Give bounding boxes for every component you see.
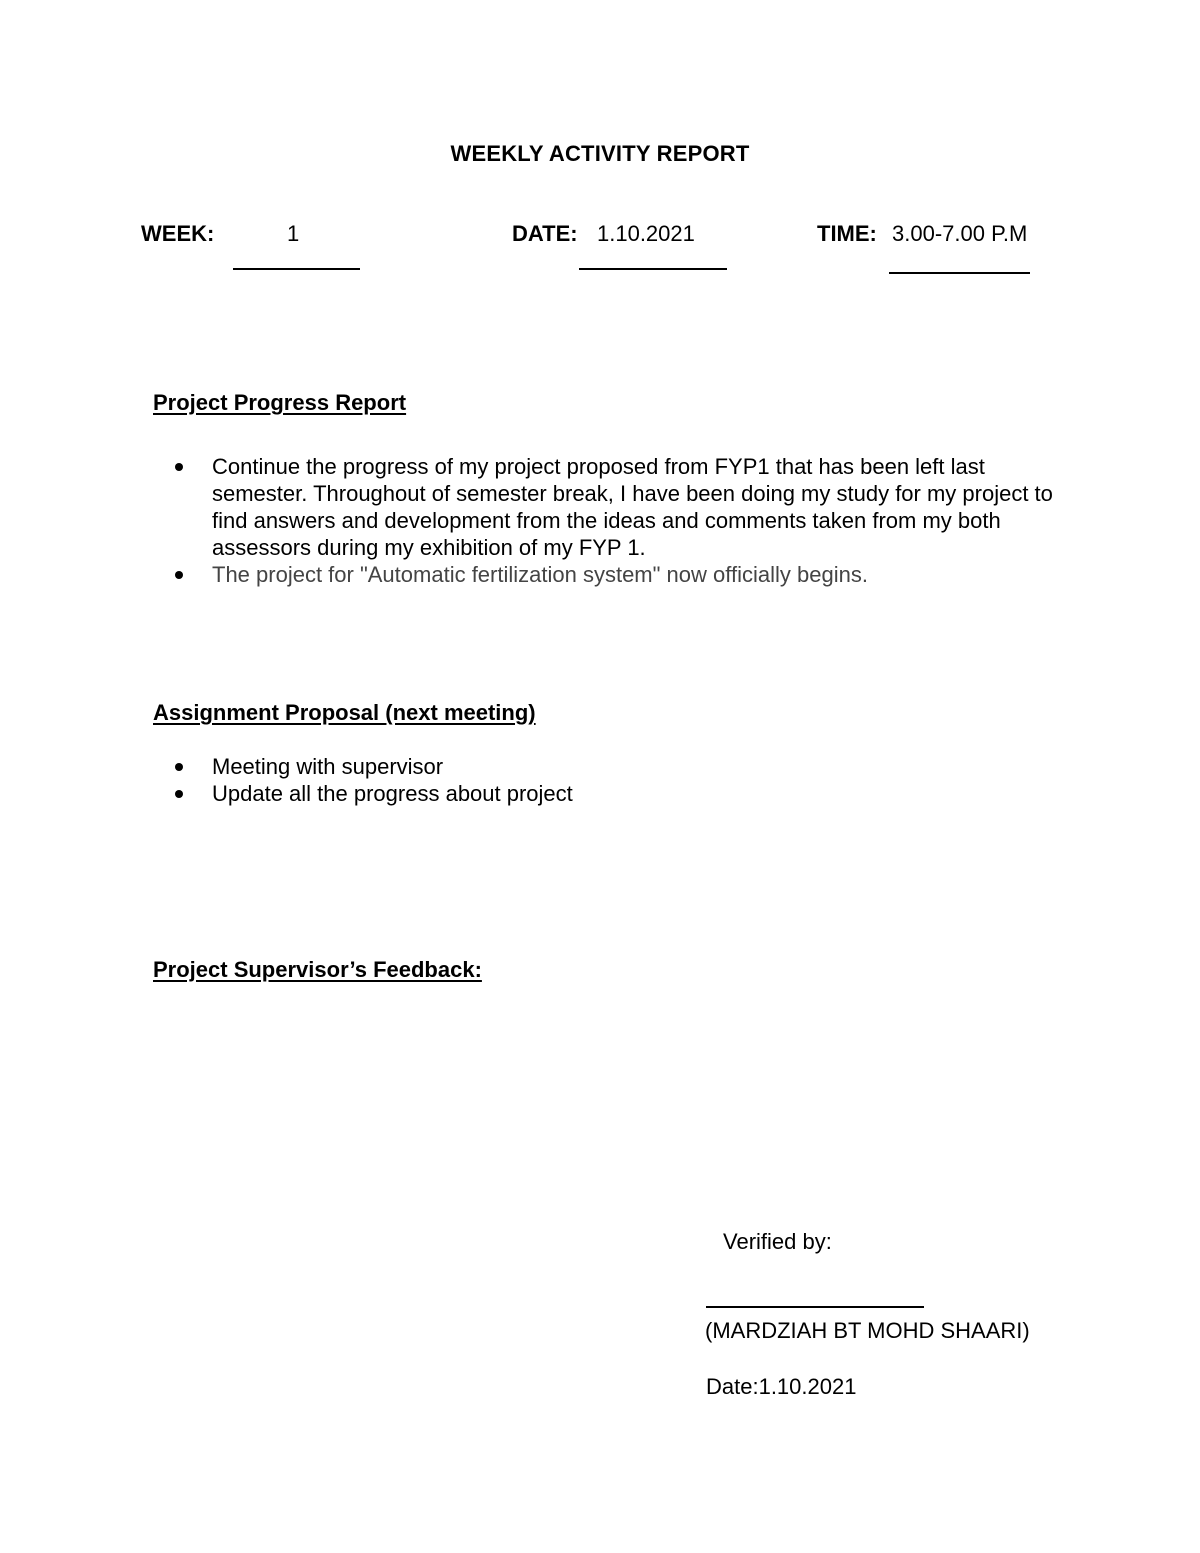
report-title: WEEKLY ACTIVITY REPORT <box>450 141 750 166</box>
bullet-icon <box>175 763 183 771</box>
list-item <box>175 453 1075 561</box>
time-label: TIME: <box>817 221 877 246</box>
list-item <box>175 561 1075 588</box>
assignment-item-text: Update all the progress about project <box>212 781 573 806</box>
assignment-list <box>175 753 1075 807</box>
bullet-icon <box>175 571 183 579</box>
week-label: WEEK: <box>141 221 215 246</box>
progress-list <box>175 453 1075 588</box>
assignment-item-text: Meeting with supervisor <box>212 754 444 779</box>
verified-by-label: Verified by: <box>723 1229 832 1254</box>
bullet-icon <box>175 790 183 798</box>
time-value: 3.00-7.00 P.M <box>892 221 1028 246</box>
list-item <box>175 753 1075 780</box>
date-value: 1.10.2021 <box>597 221 695 246</box>
time-underline <box>889 272 1030 274</box>
progress-item-text: Continue the progress of my project proposed from FYP1 that has been left last semester. Throughout of semester break, I have been doing my study for my project to find answers and development from the ideas and comments taken from my both assessors during my exhibition of my FYP 1. <box>212 454 1053 560</box>
verification-date: Date:1.10.2021 <box>706 1374 857 1399</box>
progress-heading: Project Progress Report <box>153 390 407 415</box>
date-label: DATE: <box>512 221 578 246</box>
signature-line <box>706 1306 924 1308</box>
week-value: 1 <box>287 221 300 246</box>
supervisor-name: (MARDZIAH BT MOHD SHAARI) <box>705 1318 1030 1343</box>
bullet-icon <box>175 463 183 471</box>
list-item <box>175 780 1075 807</box>
week-underline <box>233 268 360 270</box>
progress-item-text: The project for "Automatic fertilization system" now officially begins. <box>212 562 868 587</box>
date-underline <box>579 268 727 270</box>
assignment-heading: Assignment Proposal (next meeting) <box>153 700 536 725</box>
feedback-heading: Project Supervisor’s Feedback: <box>153 957 482 982</box>
